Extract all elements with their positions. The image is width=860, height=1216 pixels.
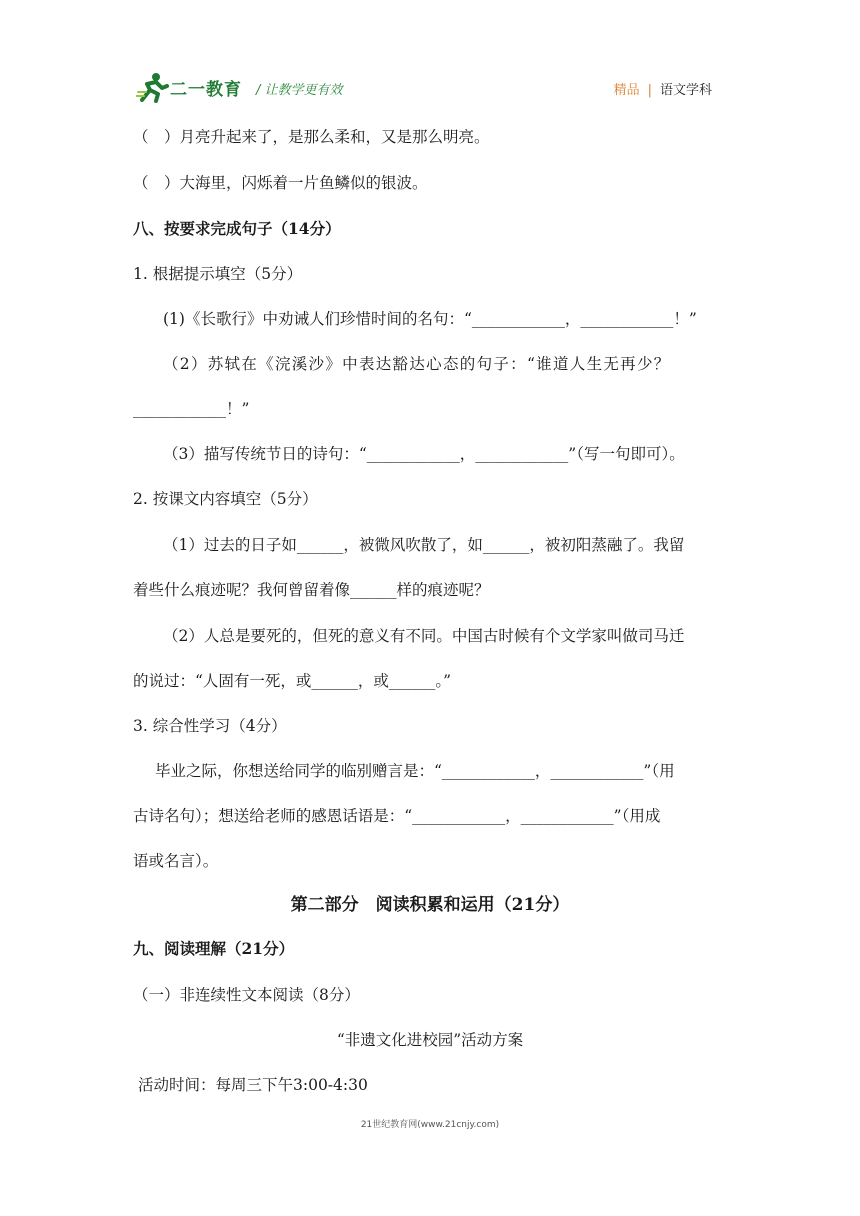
- question-heading-1: 1. 根据提示填空（5分）: [133, 265, 303, 283]
- question-1-2: （2）苏轼在《浣溪沙》中表达豁达心态的句子：“谁道人生无再少？: [163, 355, 671, 373]
- question-heading-2: 2. 按课文内容填空（5分）: [133, 490, 318, 508]
- question-1-2-cont: ____________！”: [133, 400, 250, 418]
- reading-subheading: （一）非连续性文本阅读（8分）: [133, 986, 360, 1004]
- question-3-text: 毕业之际，你想送给同学的临别赠言是：“____________，____________”（用: [155, 762, 675, 780]
- question-3-text-cont: 古诗名句）；想送给老师的感恩话语是：“____________，____________”（用成: [133, 807, 661, 825]
- header-separator: |: [647, 83, 652, 98]
- question-2-2-cont: 的说过：“人固有一死，或______，或______。”: [133, 672, 452, 690]
- section-heading-9: 九、阅读理解（21分）: [133, 939, 295, 958]
- question-2-1-cont: 着些什么痕迹呢？我何曾留着像______样的痕迹呢？: [133, 581, 490, 599]
- logo: [136, 70, 246, 104]
- option-line-sea: （ ）大海里，闪烁着一片鱼鳞似的银波。: [133, 174, 428, 192]
- question-3-text-end: 语或名言）。: [133, 852, 219, 870]
- slogan: / 让教学更有效: [256, 83, 343, 98]
- part-two-heading: 第二部分 阅读积累和运用（21分）: [290, 895, 570, 915]
- question-heading-3: 3. 综合性学习（4分）: [133, 717, 287, 735]
- question-2-1: （1）过去的日子如______，被微风吹散了，如______，被初阳蒸融了。我留: [163, 536, 685, 554]
- question-1-3: （3）描写传统节日的诗句：“____________，____________”（写一句即可）。: [163, 445, 685, 463]
- header-right: [614, 79, 712, 98]
- page-footer: 21世纪教育网(www.21cnjy.com): [360, 1120, 500, 1130]
- option-line-moon: （ ）月亮升起来了，是那么柔和，又是那么明亮。: [133, 128, 490, 146]
- quality-label: 精品: [613, 83, 640, 98]
- activity-title: “非遗文化进校园”活动方案: [336, 1031, 524, 1049]
- runner-logo-icon: [136, 70, 170, 104]
- question-2-2: （2）人总是要死的，但死的意义有不同。中国古时候有个文学家叫做司马迁: [163, 627, 685, 645]
- subject-label: 语文学科: [659, 83, 712, 98]
- section-heading-8: 八、按要求完成句子（14分）: [133, 219, 341, 238]
- activity-time: 活动时间：每周三下午3:00-4:30: [138, 1076, 368, 1094]
- page-header: [136, 70, 720, 106]
- question-1-1: (1)《长歌行》中劝诫人们珍惜时间的名句：“____________，____________！”: [163, 310, 697, 328]
- logo-text: 二一教育: [170, 80, 242, 100]
